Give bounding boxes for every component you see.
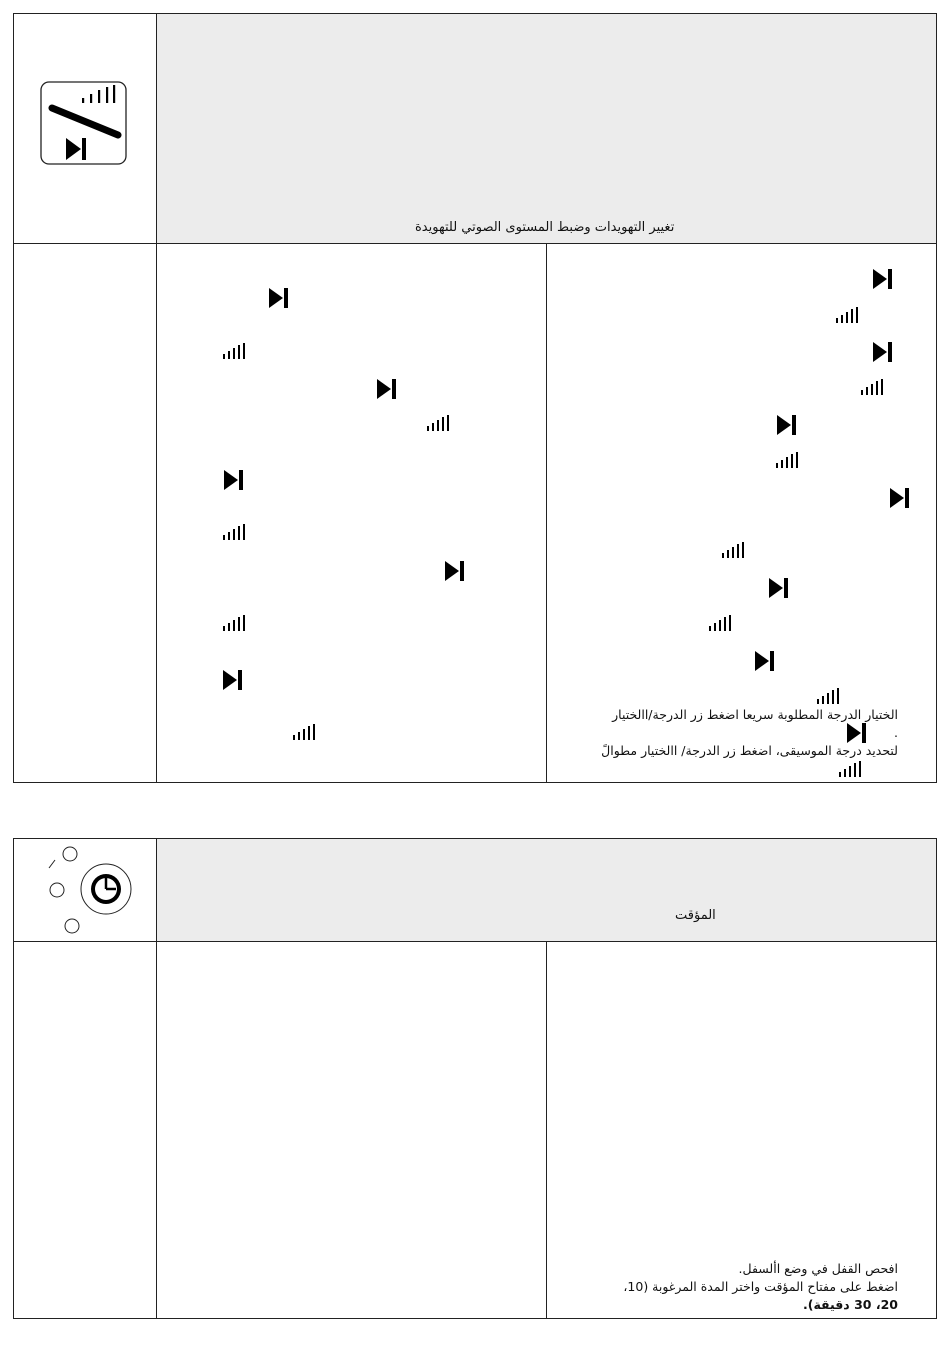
timer-dial-icon [40,843,140,938]
skip-icon [768,577,790,599]
volume-bars-icon [838,760,864,778]
volume-bars-icon [426,414,452,432]
skip-icon [889,487,911,509]
volume-bars-icon [721,541,747,559]
instruction-press-timer: اضغط على مفتاح المؤقت واختر المدة المرغوبة (10، [623,1279,898,1294]
timer-section-title: المؤقت [675,908,716,923]
skip-icon [872,341,894,363]
skip-icon [268,287,290,309]
instruction-check-lock: افحص القفل في وضع األسفل. [738,1261,898,1276]
volume-bars-icon [835,306,861,324]
timer-section-header-bg [157,839,936,941]
instruction-long-press: لتحديد درجة الموسيقى، اضغط زر الدرجة/ االختيار مطوالً [601,743,898,758]
skip-volume-icon [40,81,127,165]
instruction-durations: 20، 30 دقيقة). [802,1297,898,1312]
skip-icon [376,378,398,400]
instruction-period: . [894,725,898,740]
skip-icon [776,414,798,436]
volume-bars-icon [222,614,248,632]
skip-icon [872,268,894,290]
skip-icon [223,469,245,491]
volume-bars-icon [292,723,318,741]
volume-bars-icon [775,451,801,469]
volume-bars-icon [816,687,842,705]
timer-instructions [560,1260,898,1314]
volume-bars-icon [222,523,248,541]
skip-icon [754,650,776,672]
skip-icon [444,560,466,582]
volume-bars-icon [222,342,248,360]
volume-bars-icon [708,614,734,632]
skip-icon [846,722,868,744]
instruction-quick-select: الختيار الدرجة المطلوبة سريعا اضغط زر الدرجة/االختيار [612,707,898,722]
skip-icon [222,669,244,691]
volume-section-title: تغيير التهويدات وضبط المستوى الصوتي للتهويدة [415,220,675,235]
volume-section-header-bg [157,14,936,243]
volume-bars-icon [860,378,886,396]
